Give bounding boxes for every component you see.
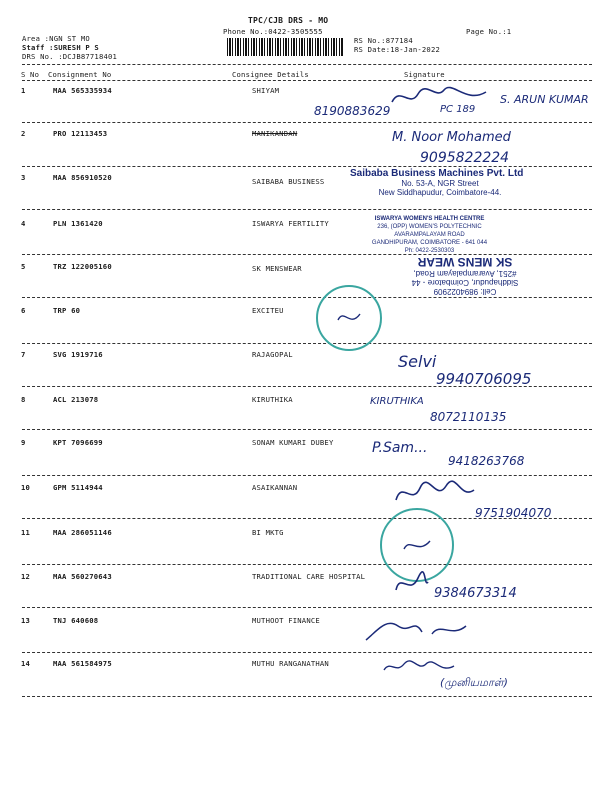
row-divider [22, 343, 592, 344]
stamp-address-line: 236, (OPP) WOMEN'S POLYTECHNIC [377, 224, 482, 230]
signature-phone-10: 9751904070 [475, 506, 552, 520]
consignee-name: EXCITEU [252, 306, 284, 315]
consignment-no: TRZ 122005160 [53, 262, 112, 271]
consignee-name: BI MKTG [252, 528, 284, 537]
col-consignee: Consignee Details [232, 70, 309, 79]
header-divider [22, 64, 592, 65]
signature-name-2: M. Noor Mohamed [392, 130, 511, 145]
signature-name-7: Selvi [398, 352, 437, 371]
row-divider [22, 696, 592, 697]
col-signature: Signature [404, 70, 445, 79]
consignment-no: MAA 560270643 [53, 572, 112, 581]
row-divider [22, 475, 592, 476]
column-divider [22, 80, 592, 81]
consignee-name: MANIKANDAN [252, 129, 298, 138]
drs-number: DRS No. :DCJB87718401 [22, 52, 118, 61]
signature-phone-1: 8190883629 [314, 104, 391, 118]
row-divider [22, 429, 592, 430]
col-consignment: Consignment No [48, 70, 112, 79]
signature-10 [390, 476, 480, 512]
stamp-address-line: GANDHIPURAM, COIMBATORE - 641 044 [371, 240, 488, 246]
signature-12 [390, 568, 430, 600]
stamp-address-line: #251, Avarampalayam Road, [413, 269, 517, 278]
iswarya-stamp [342, 215, 517, 255]
rs-number: RS No.:877184 [354, 36, 413, 45]
row-divider [22, 166, 592, 167]
row-number: 1 [21, 86, 26, 95]
stamp-company: Saibaba Business Machines Pvt. Ltd [350, 168, 524, 179]
signature-14 [380, 656, 460, 678]
consignee-name: TRADITIONAL CARE HOSPITAL [252, 572, 366, 581]
row-divider [22, 209, 592, 210]
stamp-company: SK MENS WEAR [417, 255, 513, 269]
row-number: 8 [21, 395, 26, 404]
row-divider [22, 297, 592, 298]
signature-phone-8: 8072110135 [430, 410, 507, 424]
stamp-company: ISWARYA WOMEN'S HEALTH CENTRE [374, 216, 485, 222]
barcode [227, 38, 343, 56]
signature-pc-1: PC 189 [440, 104, 476, 115]
stamp-address-line: New Siddhapudur, Coimbatore-44. [378, 188, 502, 197]
row-number: 7 [21, 350, 26, 359]
consignment-no: SVG 1919716 [53, 350, 103, 359]
row-number: 12 [21, 572, 31, 581]
row-number: 11 [21, 528, 31, 537]
signature-13 [362, 612, 482, 646]
signature-name-14: (முனியமாள்) [440, 676, 508, 689]
signature-phone-9: 9418263768 [448, 454, 525, 468]
row-number: 5 [21, 262, 26, 271]
consignee-name: SHIYAM [252, 86, 280, 95]
area: Area :NGN ST MO [22, 34, 90, 43]
consignment-no: MAA 286051146 [53, 528, 112, 537]
consignee-name: SAIBABA BUSINESS [252, 177, 325, 186]
col-sno: S No [21, 70, 40, 79]
consignee-name: KIRUTHIKA [252, 395, 293, 404]
page-number: Page No.:1 [466, 27, 512, 36]
signature-name-9: P.Sam... [372, 440, 428, 456]
consignee-name: MUTHU RANGANATHAN [252, 659, 329, 668]
signature-phone-2: 9095822224 [420, 150, 510, 166]
signature-phone-7: 9940706095 [436, 370, 532, 388]
signature-phone-12: 9384673314 [434, 586, 517, 601]
stamp-address-line: No. 53-A, NGR Street [401, 179, 479, 188]
staff: Staff :SURESH P S [22, 43, 99, 52]
row-number: 3 [21, 173, 26, 182]
consignee-name: SK MENSWEAR [252, 264, 302, 273]
row-number: 6 [21, 306, 26, 315]
row-number: 4 [21, 219, 26, 228]
consignment-no: PLN 1361420 [53, 219, 103, 228]
consignee-name: ASAIKANNAN [252, 483, 298, 492]
consignee-name: MUTHOOT FINANCE [252, 616, 320, 625]
consignment-no: MAA 856910520 [53, 173, 112, 182]
stamp-address-line: AVARAMPALAYAM ROAD [394, 232, 465, 238]
row-number: 14 [21, 659, 31, 668]
stamp-address-line: Siddhapudur, Coimbatore - 44 [411, 278, 519, 287]
consignee-name: ISWARYA FERTILITY [252, 219, 329, 228]
rs-date: RS Date:18-Jan-2022 [354, 45, 441, 54]
row-divider [22, 607, 592, 608]
stamp-phone: Cell: 9894022909 [433, 287, 497, 296]
saibaba-stamp [350, 168, 530, 197]
consignment-no: KPT 7096699 [53, 438, 103, 447]
consignment-no: MAA 565335934 [53, 86, 112, 95]
phone-number: Phone No.:0422-3505555 [223, 27, 323, 36]
consignment-no: MAA 561584975 [53, 659, 112, 668]
consignment-no: PRO 12113453 [53, 129, 108, 138]
row-divider [22, 122, 592, 123]
consignment-no: TRP 60 [53, 306, 81, 315]
row-number: 13 [21, 616, 31, 625]
consignment-no: ACL 213078 [53, 395, 99, 404]
consignee-name: SONAM KUMARI DUBEY [252, 438, 334, 447]
row-number: 10 [21, 483, 31, 492]
row-number: 9 [21, 438, 26, 447]
skmenswear-stamp [380, 255, 550, 296]
drs-title: TPC/CJB DRS - MO [248, 16, 329, 25]
signature-name-8: KIRUTHIKA [370, 396, 424, 407]
row-number: 2 [21, 129, 26, 138]
row-divider [22, 564, 592, 565]
consignee-name: RAJAGOPAL [252, 350, 293, 359]
consignment-no: GPM 5114944 [53, 483, 103, 492]
round-seal [316, 285, 382, 351]
signature-name-1: S. ARUN KUMAR [500, 93, 589, 106]
stamp-phone: Ph: 0422-2530303 [404, 248, 455, 254]
row-divider [22, 652, 592, 653]
consignment-no: TNJ 640608 [53, 616, 99, 625]
